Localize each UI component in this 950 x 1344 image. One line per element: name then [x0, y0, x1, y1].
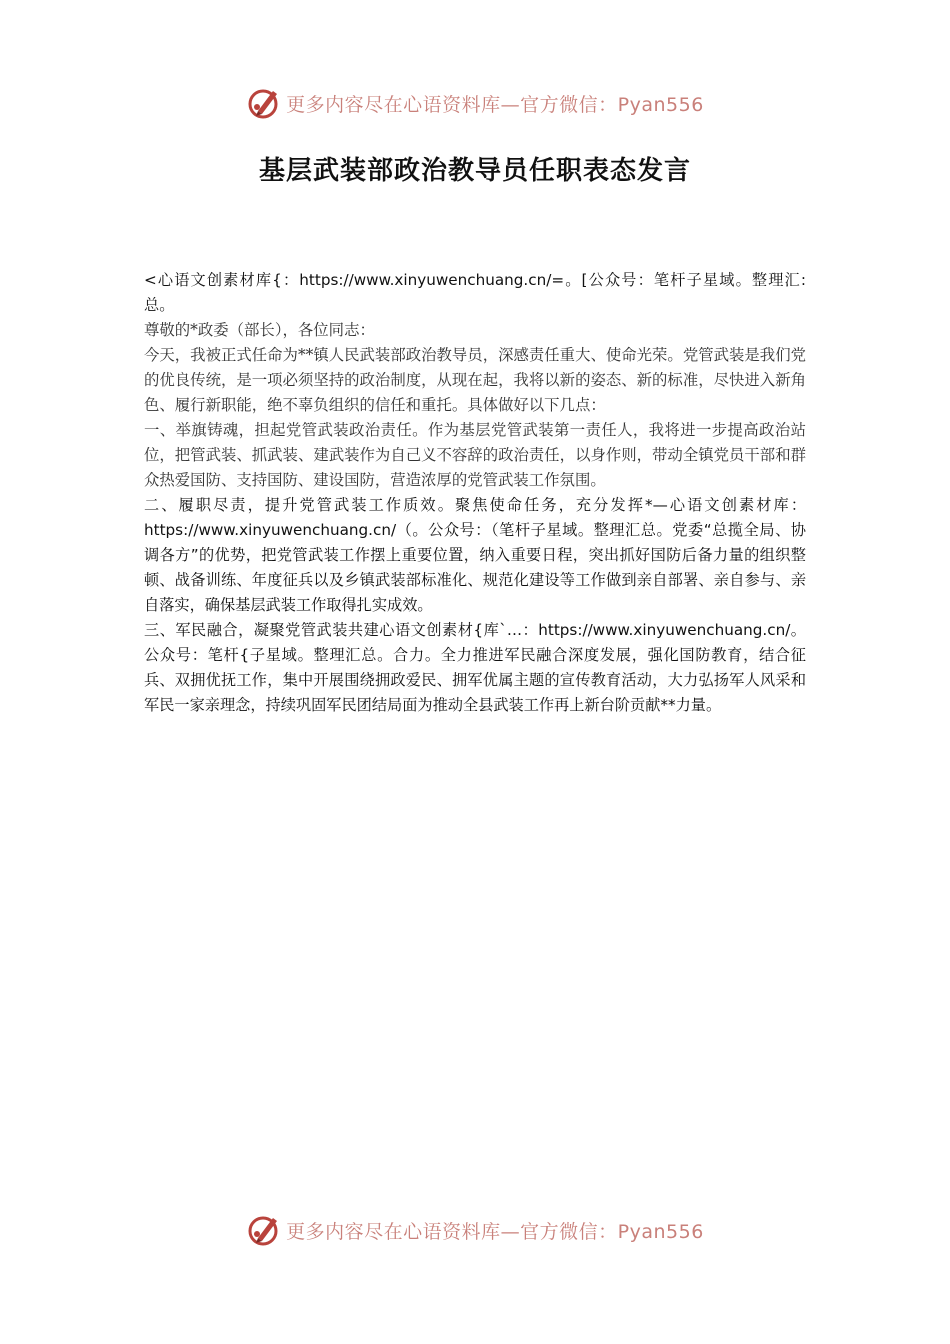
document-title: 基层武装部政治教导员任职表态发言 — [258, 156, 691, 186]
wechat-handle: Pyan556 — [617, 93, 704, 116]
paragraph-point-three: 三、军民融合，凝聚党管武装共建心语文创素材{库`…：https://www.xinyuwenchuang.cn/。公众号：笔杆{子星域。整理汇总。合力。全力推进军民融合深度发展，强化国防教育，结合征兵、双拥优抚工作，集中开展围绕拥政爱民、拥军优属主题的宣传教育活动，大力弘扬军人风采和军民一家亲理念，持续巩固军民团结局面为推动全县武装工作再上新台阶贡献**力量。 — [144, 621, 806, 714]
header-banner — [0, 83, 950, 123]
paragraph-point-two: 二、履职尽责，提升党管武装工作质效。聚焦使命任务，充分发挥*—心语文创素材库：https://www.xinyuwenchuang.cn/（。公众号：（笔杆子星域。整理汇总。党委“总揽全局、协调各方”的优势，把党管武装工作摆上重要位置，纳入重要日程，突出抓好国防后备力量的组织整顿、战备训练、年度征兵以及乡镇武装部标准化、规范化建设等工作做到亲自部署、亲自参与、亲自落实，确保基层武装工作取得扎实成效。 — [144, 496, 806, 614]
banner-label: 更多内容尽在心语资料库—官方微信： — [286, 93, 618, 116]
banner-label: 更多内容尽在心语资料库—官方微信： — [286, 1220, 618, 1243]
paragraph-source-note: <心语文创素材库{：https://www.xinyuwenchuang.cn/=。[公众号：笔杆子星域。整理汇:总。 — [144, 271, 806, 314]
banner-text — [286, 90, 704, 117]
pen-logo-icon — [246, 85, 282, 121]
pen-logo-icon — [246, 1212, 282, 1248]
footer-banner — [0, 1210, 950, 1250]
document-body — [144, 268, 806, 718]
paragraph-salutation: 尊敬的*政委（部长），各位同志： — [144, 321, 375, 339]
wechat-handle: Pyan556 — [617, 1220, 704, 1243]
paragraph-point-one: 一、举旗铸魂，担起党管武装政治责任。作为基层党管武装第一责任人，我将进一步提高政治站位，把管武装、抓武装、建武装作为自己义不容辞的政治责任，以身作则，带动全镇党员干部和群众热爱国防、支持国防、建设国防，营造浓厚的党管武装工作氛围。 — [144, 421, 806, 489]
paragraph-intro: 今天，我被正式任命为**镇人民武装部政治教导员，深感责任重大、使命光荣。党管武装是我们党的优良传统，是一项必须坚持的政治制度，从现在起，我将以新的姿态、新的标准，尽快进入新角色、履行新职能，绝不辜负组织的信任和重托。具体做好以下几点： — [144, 346, 806, 414]
banner-text — [286, 1217, 704, 1244]
